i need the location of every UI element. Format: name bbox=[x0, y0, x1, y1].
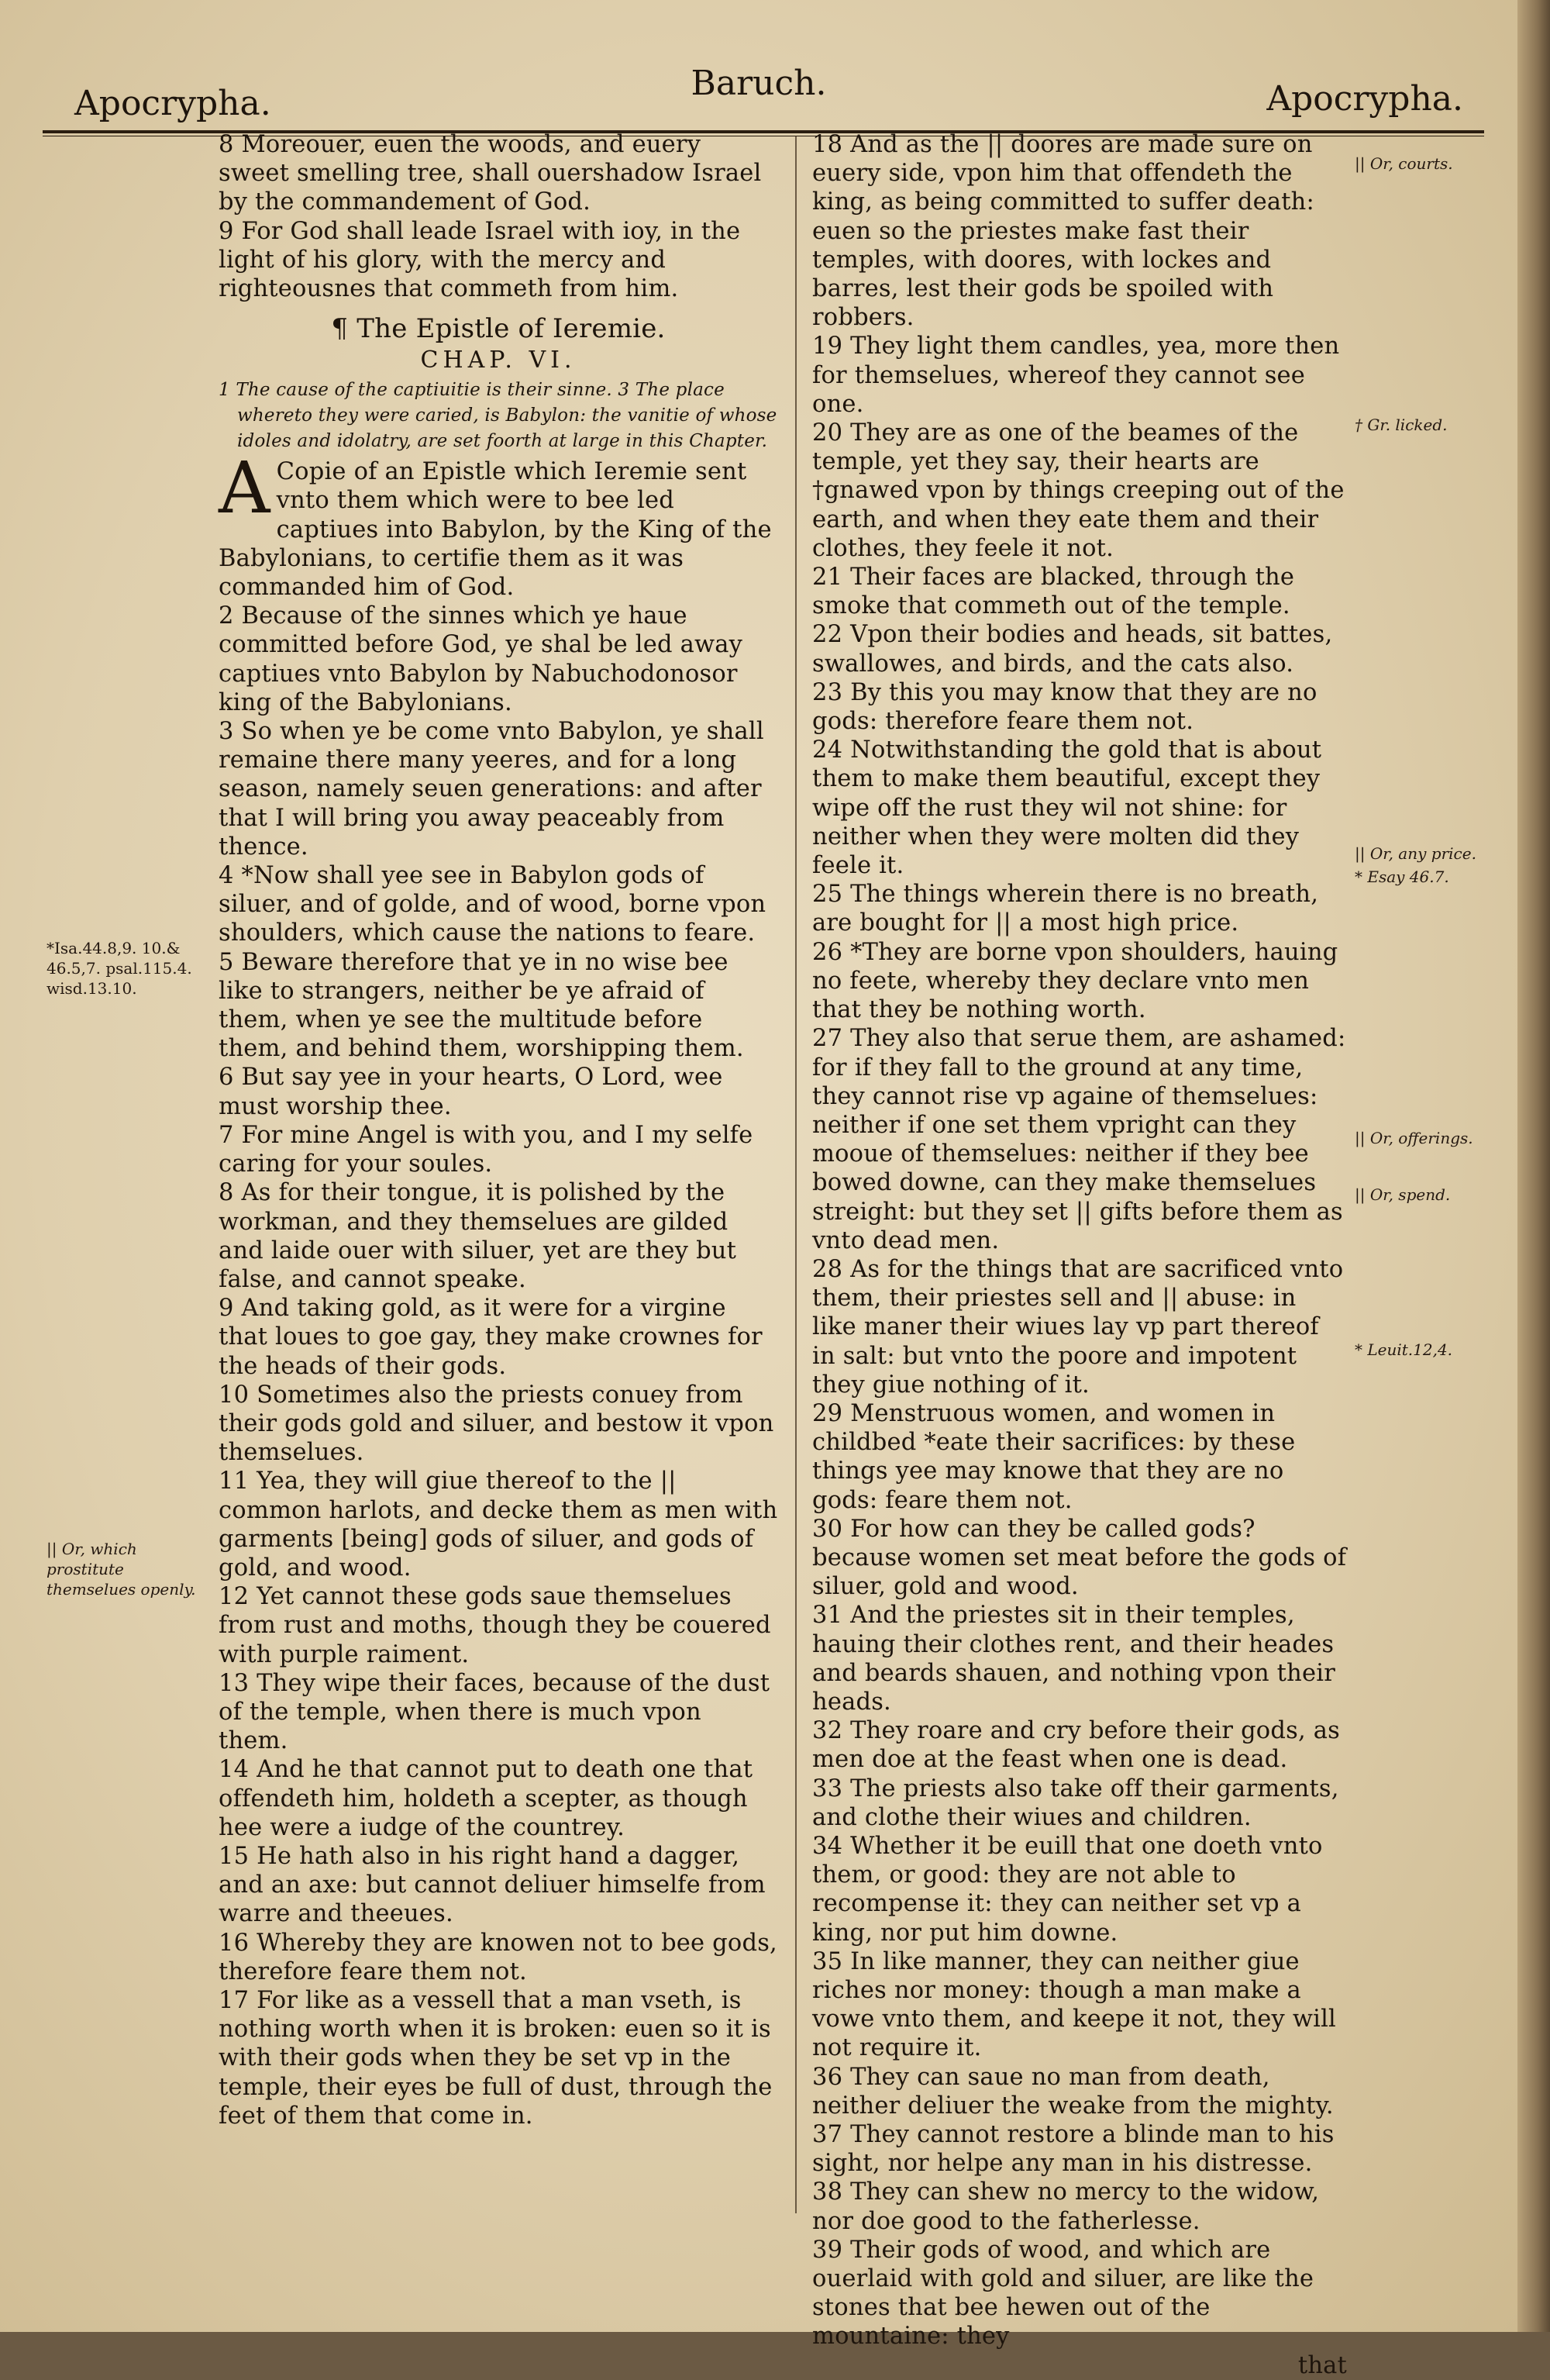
verse: 14 And he that cannot put to death one that offendeth him, holdeth a scepter, as though hee were a iudge of the countrey. bbox=[219, 1756, 753, 1841]
verse: 9 And taking gold, as it were for a virgine that loues to goe gay, they make crownes for the heads of their gods. bbox=[219, 1295, 763, 1380]
margin-cross-reference: *Isa.44.8,9. 10.& 46.5,7. psal.115.4. wisd.13.10. bbox=[46, 939, 192, 998]
drop-cap: A bbox=[219, 447, 270, 530]
verse: 34 Whether it be euill that one doeth vnto them, or good: they are not able to recompense it: they can neither set vp a king, nor put him downe. bbox=[812, 1832, 1323, 1947]
verse: 12 Yet cannot these gods saue themselues from rust and moths, though they be couered with purple raiment. bbox=[219, 1583, 771, 1668]
chapter-heading: CHAP. VI. bbox=[420, 347, 577, 374]
verse: 24 Notwithstanding the gold that is about them to make them beautiful, except they wipe off the rust they wil not shine: for neither when they were molten did they feele it. bbox=[812, 736, 1322, 880]
margin-note-alternate-reading: || Or, courts. bbox=[1355, 154, 1453, 173]
margin-note-alternate-reading: || Or, offerings. bbox=[1355, 1129, 1473, 1147]
verse: 35 In like manner, they can neither giue riches nor money: though a man make a vowe vnto them, and keepe it not, they will not require it. bbox=[812, 1947, 1336, 2062]
verse: 23 By this you may know that they are no gods: therefore feare them not. bbox=[812, 678, 1318, 736]
verse: 16 Whereby they are knowen not to bee gods, therefore feare them not. bbox=[219, 1929, 777, 1985]
verse: 13 They wipe their faces, because of the dust of the temple, when there is much vpon them. bbox=[219, 1669, 770, 1755]
verse: 5 Beware therefore that ye in no wise bee like to strangers, neither be ye afraid of them, when ye see the multitude before them, and behind them, worshipping them. bbox=[219, 948, 744, 1063]
verse: 2 Because of the sinnes which ye haue committed before God, ye shal be led away captiues vnto Babylon by Nabuchodonosor king of the Babylonians. bbox=[219, 602, 743, 716]
verse: 29 Menstruous women, and women in childbed *eate their sacrifices: by these things yee may knowe that they are no gods: feare them not. bbox=[812, 1399, 1296, 1514]
verse: 25 The things wherein there is no breath, are bought for || a most high price. bbox=[812, 881, 1319, 937]
verse: 10 Sometimes also the priests conuey from their gods gold and siluer, and bestow it vpon themselues. bbox=[219, 1381, 774, 1467]
page-edge bbox=[1517, 0, 1550, 2332]
verse: 26 *They are borne vpon shoulders, hauing no feete, whereby they declare vnto men that they be nothing worth. bbox=[812, 938, 1338, 1024]
running-head-book-title: Baruch. bbox=[691, 64, 827, 103]
verse-1-text: Copie of an Epistle which Ieremie sent vnto them which were to bee led captiues into Babylon, by the King of the Babylonians, to certifie them as it was commanded him of God. bbox=[219, 458, 772, 602]
verse: 37 They cannot restore a blinde man to his sight, nor helpe any man in his distresse. bbox=[812, 2121, 1335, 2178]
verse: 8 Moreouer, euen the woods, and euery sweet smelling tree, shall ouershadow Israel by the commandement of God. bbox=[219, 131, 762, 216]
verse-1 bbox=[219, 447, 778, 602]
verse: 15 He hath also in his right hand a dagger, and an axe: but cannot deliuer himselfe from warre and theeues. bbox=[219, 1842, 766, 1928]
verse: 20 They are as one of the beames of the temple, yet they say, their hearts are †gnawed vpon by things creeping out of the earth, and when they eate them and their clothes, they feele it not. bbox=[812, 419, 1345, 562]
epistle-heading bbox=[219, 312, 778, 376]
column-divider bbox=[795, 136, 797, 2213]
verse: 9 For God shall leade Israel with ioy, in the light of his glory, with the mercy and righteousnes that commeth from him. bbox=[219, 217, 741, 303]
margin-cross-reference: * Leuit.12,4. bbox=[1355, 1340, 1453, 1359]
verse: 33 The priests also take off their garments, and clothe their wiues and children. bbox=[812, 1775, 1339, 1831]
verse: 11 Yea, they will giue thereof to the || common harlots, and decke them as men with garments [being] gods of siluer, and gods of gold, and wood. bbox=[219, 1468, 778, 1581]
verse: 28 As for the things that are sacrificed vnto them, their priestes sell and || abuse: in like maner their wiues lay vp part thereof in salt: but vnto the poore and impotent they giue nothing of it. bbox=[812, 1255, 1344, 1399]
verse: 38 They can shew no mercy to the widow, nor doe good to the fatherlesse. bbox=[812, 2178, 1320, 2235]
verse: 32 They roare and cry before their gods, as men doe at the feast when one is dead. bbox=[812, 1717, 1340, 1774]
verse: 27 They also that serue them, are ashamed: for if they fall to the ground at any time, they cannot rise vp againe of themselues: neither if one set them vpright can they mooue of themselues: neither if they bee bowed downe, can they make themselues streight: but they set || gifts before them as vnto dead men. bbox=[812, 1025, 1346, 1254]
verse: 30 For how can they be called gods? because women set meat before the gods of siluer, gold and wood. bbox=[812, 1515, 1347, 1601]
verse: 31 And the priestes sit in their temples, hauing their clothes rent, and their heades and beards shauen, and nothing vpon their heads. bbox=[812, 1602, 1335, 1716]
right-column bbox=[812, 130, 1347, 2380]
margin-note-alternate-reading: || Or, spend. bbox=[1355, 1185, 1451, 1204]
verse: 3 So when ye be come vnto Babylon, ye shall remaine there many yeeres, and for a long season, namely seuen generations: and after that I will bring you away peaceably from thence. bbox=[219, 718, 764, 861]
verse: 19 They light them candles, yea, more then for themselues, whereof they cannot see one. bbox=[812, 333, 1340, 418]
verse: 17 For like as a vessell that a man vseth, is nothing worth when it is broken: euen so it is with their gods when they be set vp in the temple, their eyes be full of dust, through the feet of them that come in. bbox=[219, 1986, 773, 2130]
verse: 18 And as the || doores are made sure on euery side, vpon him that offendeth the king, as being committed to suffer death: euen so the priestes make fast their temples, with doores, with lockes and barres, lest their gods be spoiled with robbers. bbox=[812, 131, 1314, 332]
margin-note-alternate-reading: || Or, which prostitute themselues openly. bbox=[46, 1540, 196, 1599]
verse: 36 They can saue no man from death, neither deliuer the weake from the mighty. bbox=[812, 2063, 1334, 2120]
margin-note-greek: † Gr. licked. bbox=[1355, 416, 1448, 434]
verse: 21 Their faces are blacked, through the smoke that commeth out of the temple. bbox=[812, 564, 1295, 620]
running-head-left: Apocrypha. bbox=[74, 84, 271, 123]
verse: 8 As for their tongue, it is polished by the workman, and they themselues are gilded and laide ouer with siluer, yet are they but false, and cannot speake. bbox=[219, 1179, 737, 1293]
margin-cross-reference: * Esay 46.7. bbox=[1355, 867, 1449, 886]
epistle-title: ¶ The Epistle of Ieremie. bbox=[331, 313, 666, 345]
verse: 22 Vpon their bodies and heads, sit battes, swallowes, and birds, and the cats also. bbox=[812, 621, 1333, 678]
margin-note-alternate-reading: || Or, any price. bbox=[1355, 844, 1476, 863]
catchword: that bbox=[1297, 2351, 1347, 2379]
chapter-summary: 1 The cause of the captiuitie is their sinne. 3 The place whereto they were caried, is Babylon: the vanitie of whose idoles and idolatry, are set foorth at large in this Chapter. bbox=[219, 380, 777, 452]
verse: 6 But say yee in your hearts, O Lord, wee must worship thee. bbox=[219, 1064, 723, 1120]
running-head-right: Apocrypha. bbox=[1266, 79, 1463, 119]
verse: 39 Their gods of wood, and which are ouerlaid with gold and siluer, are like the stones that bee hewen out of the mountaine: they bbox=[812, 2236, 1314, 2351]
verse: 7 For mine Angel is with you, and I my selfe caring for your soules. bbox=[219, 1121, 753, 1178]
verse: 4 *Now shall yee see in Babylon gods of siluer, and of golde, and of wood, borne vpon shoulders, which cause the nations to feare. bbox=[219, 862, 766, 947]
left-column bbox=[219, 130, 778, 2130]
